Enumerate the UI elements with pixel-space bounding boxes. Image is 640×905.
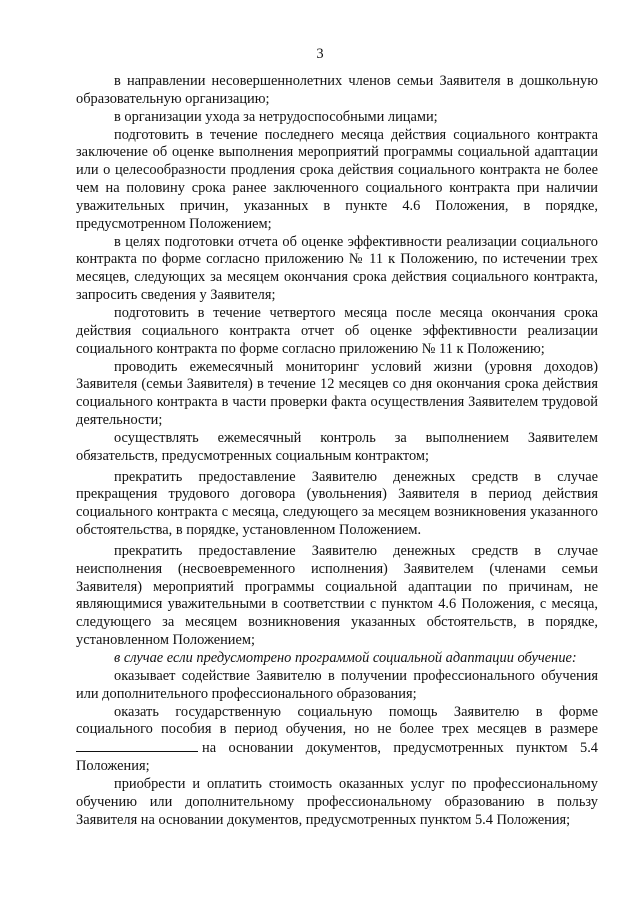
paragraph-report-request: в целях подготовки отчета об оценке эффективности реализации социального контракта по форме согласно приложению № 11 к Положению, по истечении трех месяцев, следующих за месяцем окончания срока действия социального контракта, запросить сведения у Заявителя; (76, 233, 598, 304)
document-body (76, 73, 598, 829)
allowance-text-before: оказать государственную социальную помощь Заявителю в форме социального пособия в период обучения, но не более трех месяцев в размере (76, 703, 598, 738)
paragraph-training-assistance: оказывает содействие Заявителю в получении профессионального обучения или дополнительного профессионального образования; (76, 667, 598, 702)
paragraph-termination-dismissal: прекратить предоставление Заявителю денежных средств в случае прекращения трудового договора (увольнения) Заявителя в период действия социального контракта с месяца, следующего за месяцем возникновения указанного обстоятельства, в порядке, установленном Положением. (76, 468, 598, 539)
paragraph-report-prepare: подготовить в течение четвертого месяца после месяца окончания срока действия социального контракта отчет об оценке эффективности реализации социального контракта по форме согласно приложению № 11 к Положению; (76, 304, 598, 357)
paragraph-preschool: в направлении несовершеннолетних членов семьи Заявителя в дошкольную образовательную организацию; (76, 73, 598, 107)
paragraph-training-condition: в случае если предусмотрено программой социальной адаптации обучение: (114, 650, 577, 666)
amount-blank-line (76, 739, 198, 752)
page-number: 3 (316, 46, 324, 62)
paragraph-control: осуществлять ежемесячный контроль за выполнением Заявителем обязательств, предусмотренных социальным контрактом; (76, 429, 598, 464)
paragraph-conclusion: подготовить в течение последнего месяца действия социального контракта заключение об оценке выполнения мероприятий программы социальной адаптации или о целесообразности продления срока действия социального контракта не более чем на половину срока ранее заключенного социального контракта при наличии уважительных причин, указанных в пункте 4.6 Положения, в порядке, предусмотренном Положением; (76, 126, 598, 232)
paragraph-social-allowance (76, 704, 598, 776)
paragraph-care: в организации ухода за нетрудоспособными лицами; (114, 108, 438, 125)
paragraph-monitoring: проводить ежемесячный мониторинг условий жизни (уровня доходов) Заявителя (семьи Заявителя) в течение 12 месяцев со дня окончания срока действия социального контракта в части проверки факта осуществления Заявителем трудовой деятельности; (76, 358, 598, 429)
allowance-text-after: на основании документов, предусмотренных пунктом 5.4 Положения; (76, 740, 598, 775)
paragraph-pay-training: приобрести и оплатить стоимость оказанных услуг по профессиональному обучению или дополнительному профессиональному образованию в пользу Заявителя на основании документов, предусмотренных пунктом 5.4 Положения; (76, 775, 598, 828)
paragraph-termination-nonfulfillment: прекратить предоставление Заявителю денежных средств в случае неисполнения (несвоевременного исполнения) Заявителем (членами семьи Заявителя) мероприятий программы социальной адаптации по причинам, не являющимися уважительными в соответствии с пунктом 4.6 Положения, с месяца, следующего за месяцем возникновения указанных обстоятельств, в порядке, установленном Положением; (76, 542, 598, 649)
